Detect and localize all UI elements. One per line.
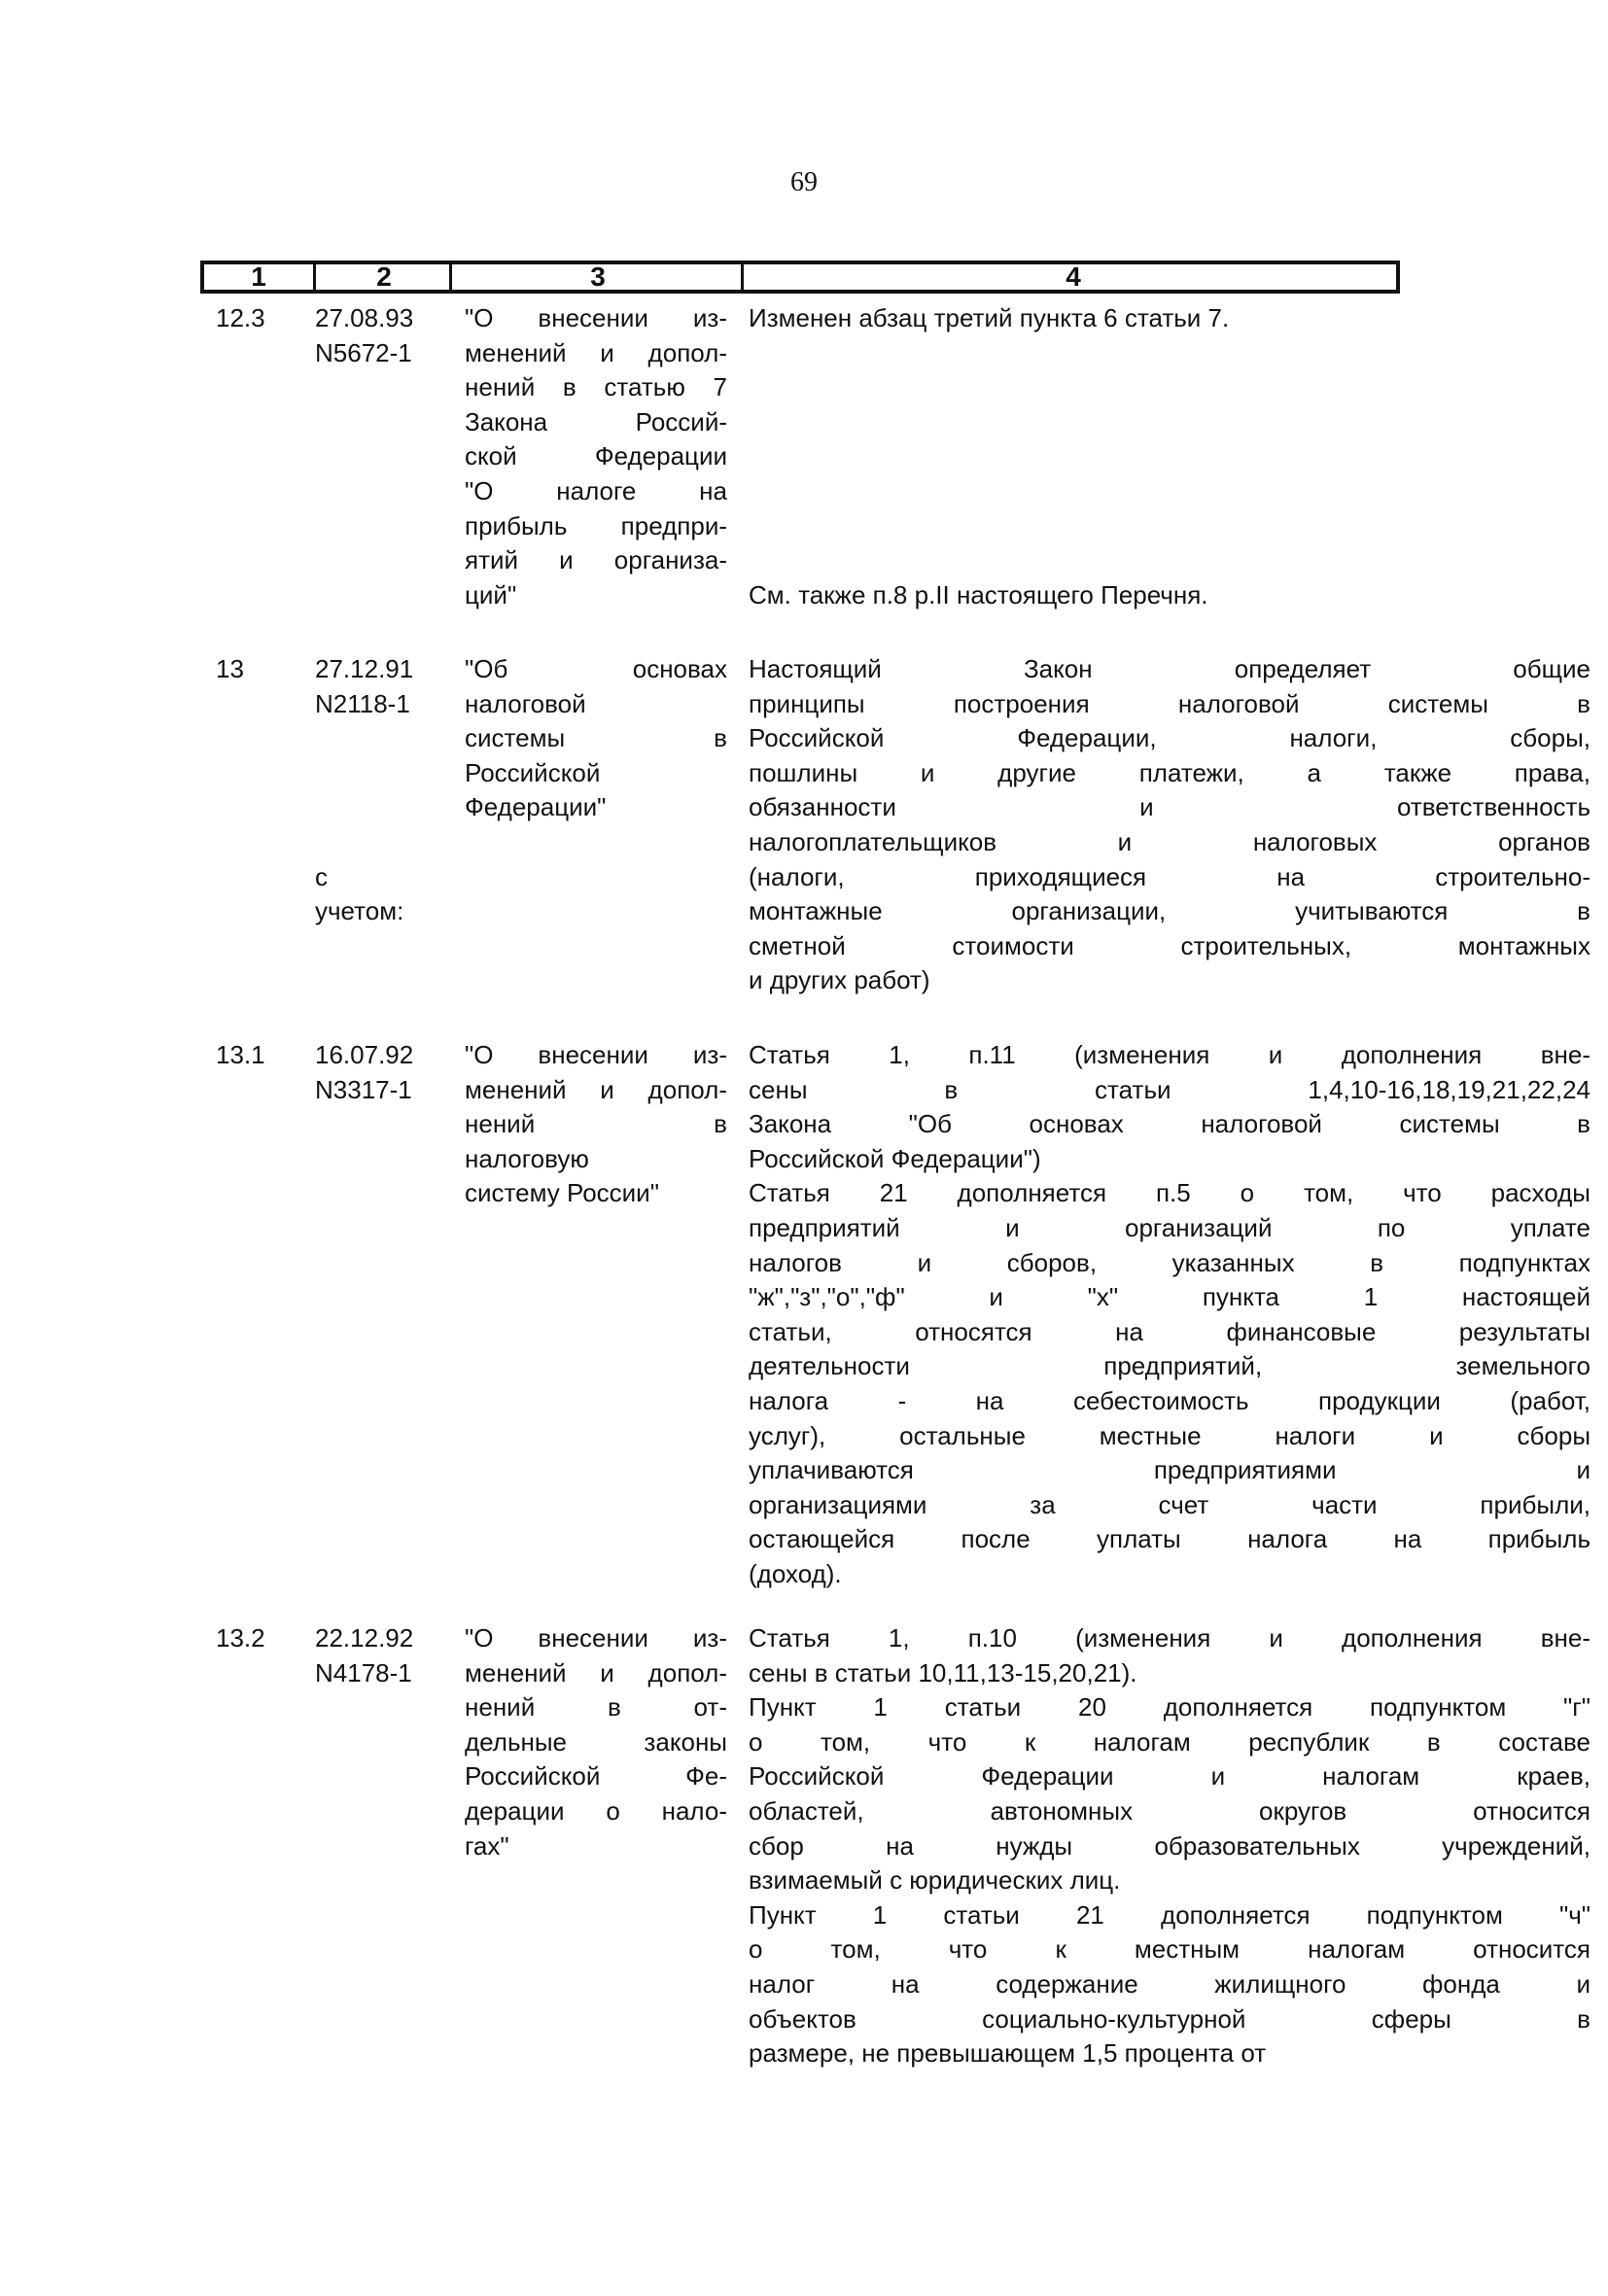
entry-description: Статья 1, п.11 (изменения и дополнения вне- сены в статьи 1,4,10-16,18,19,21,22,24 Закона "Об основах налоговой системы в Российской Федерации") Статья 21 дополняется п.5 о том, что расходы предприятий и организаций по уплате налогов и сборов, указанных в подпунктах "ж","з","о","ф" и "х" пункта 1 настоящей статьи, относятся на финансовые результаты деятельности предприятий, земельного налога - на себестоимость продукции (работ, услуг), остальные местные налоги и сборы уплачиваются предприятиями и организациями за счет части прибыли, остающейся после уплаты налога на прибыль (доход). bbox=[749, 1040, 1591, 1588]
column-header-2: 2 bbox=[313, 262, 452, 292]
table-row bbox=[200, 1038, 1591, 1602]
entry-date: 27.12.91 N2118-1 с учетом: bbox=[315, 654, 414, 926]
table-header-row bbox=[200, 261, 1400, 294]
entry-title: "О внесении из- менений и допол- нений в статью 7 Закона Россий- ской Федерации "О налоге на прибыль предпри- ятий и организа- ций" bbox=[465, 303, 727, 609]
entry-number: 13 bbox=[216, 654, 244, 683]
entry-description: Статья 1, п.10 (изменения и дополнения вне- сены в статьи 10,11,13-15,20,21). Пункт 1 статьи 20 дополняется подпунктом "г" о том, что к налогам республик в составе Российской Федерации и налогам краев, областей, автономных округов относится сбор на нужды образовательных учреждений, взимаемый с юридических лиц. Пункт 1 статьи 21 дополняется подпунктом "ч" о том, что к местным налогам относится налог на содержание жилищного фонда и объектов социально-культурной сферы в размере, не превышающем 1,5 процента от bbox=[749, 1623, 1591, 2069]
entry-title: "О внесении из- менений и допол- нений в налоговую систему России" bbox=[465, 1040, 727, 1208]
entry-date: 22.12.92 N4178-1 bbox=[315, 1623, 414, 1687]
table-row bbox=[200, 301, 1400, 612]
entry-number: 13.1 bbox=[216, 1040, 265, 1069]
entry-title: "Об основах налоговой системы в Российской Федерации" bbox=[465, 654, 727, 822]
entry-title: "О внесении из- менений и допол- нений в от- дельные законы Российской Фе- дерации о нало- гах" bbox=[465, 1623, 727, 1861]
entry-note: См. также п.8 р.II настоящего Перечня. bbox=[749, 579, 1208, 609]
entry-description: Изменен абзац третий пункта 6 статьи 7. См. также п.8 р.II настоящего Перечня. bbox=[749, 301, 1591, 612]
column-header-3: 3 bbox=[449, 262, 744, 292]
page-number: 69 bbox=[790, 167, 818, 197]
table-row bbox=[200, 1621, 1591, 2088]
table-row bbox=[200, 652, 1591, 1002]
entry-description: Настоящий Закон определяет общие принципы построения налоговой системы в Российской Федерации, налоги, сборы, пошлины и другие платежи, а также права, обязанности и ответственность налогоплательщиков и налоговых органов (налоги, приходящиеся на строительно- монтажные организации, учитываются в сметной стоимости строительных, монтажных и других работ) bbox=[749, 654, 1591, 995]
column-header-1: 1 bbox=[251, 261, 266, 292]
entry-date: 16.07.92 N3317-1 bbox=[315, 1040, 414, 1104]
column-header-4: 4 bbox=[741, 262, 1403, 292]
entry-number: 13.2 bbox=[216, 1623, 265, 1652]
entry-date: 27.08.93 N5672-1 bbox=[315, 303, 414, 367]
entry-number: 12.3 bbox=[216, 303, 265, 332]
